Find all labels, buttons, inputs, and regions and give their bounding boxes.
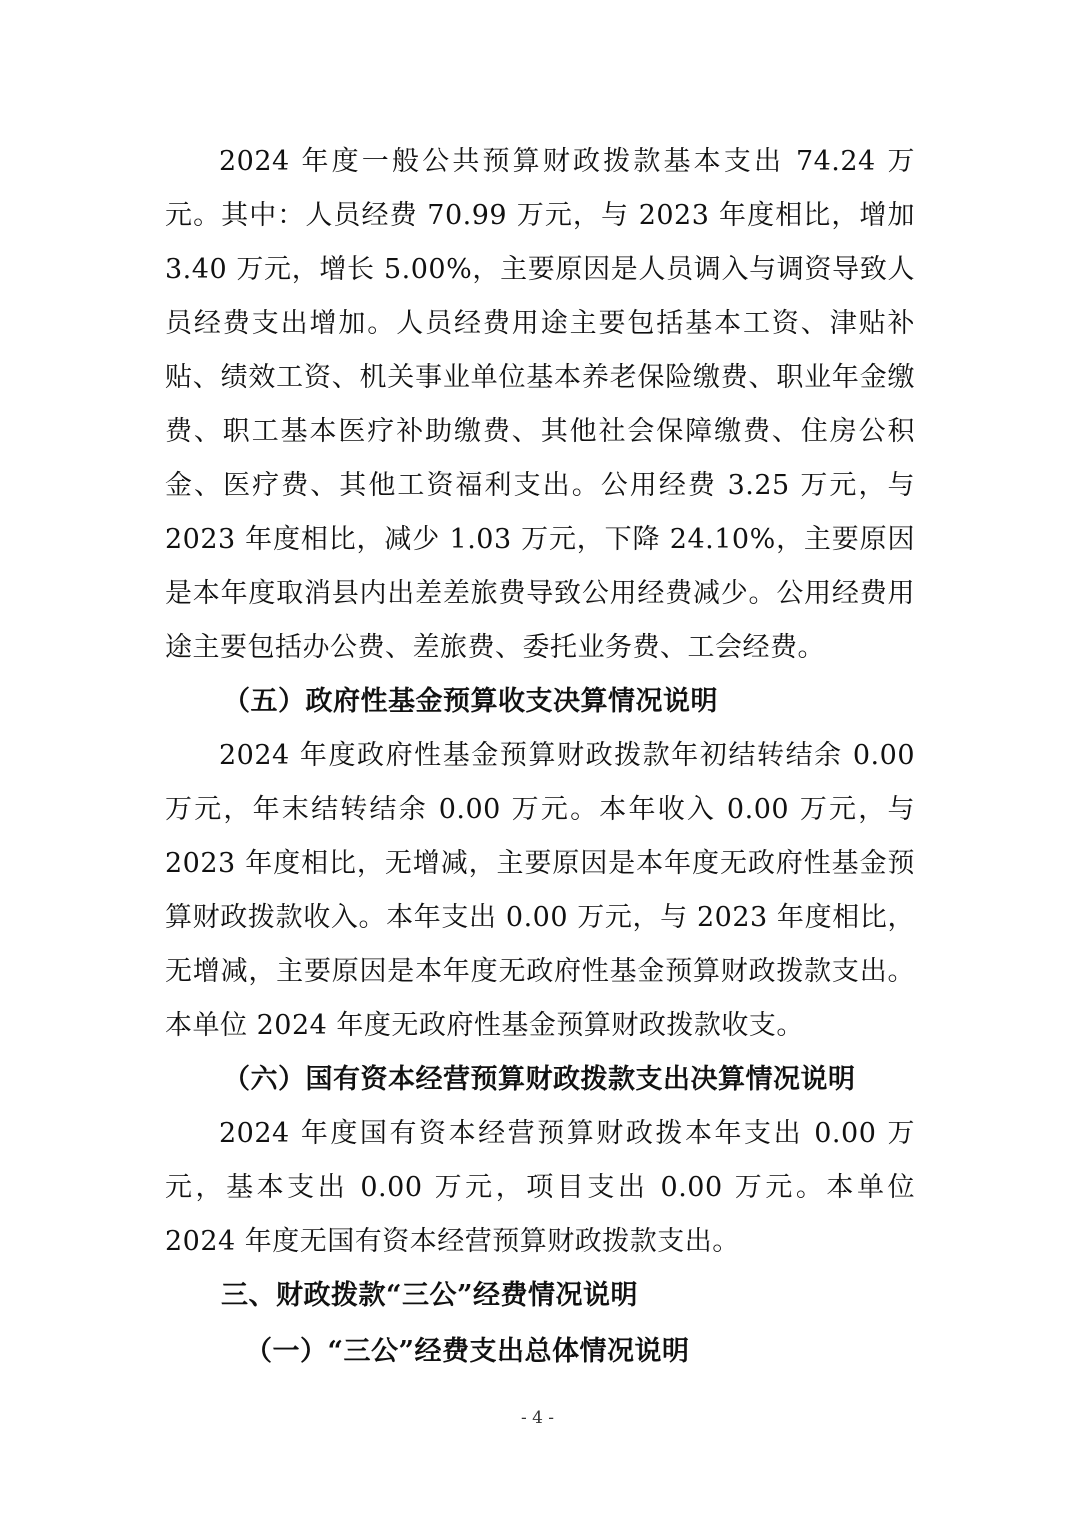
paragraph-government-fund-budget: 2024 年度政府性基金预算财政拨款年初结转结余 0.00 万元，年末结转结余 0.00 万元。本年收入 0.00 万元，与 2023 年度相比，无增减，主要原因是本年度无政府性基金预算财政拨款收入。本年支出 0.00 万元，与 2023 年度相比，无增减，主要原因是本年度无政府性基金预算财政拨款支出。本单位 2024 年度无政府性基金预算财政拨款收支。 bbox=[165, 740, 915, 1041]
heading-government-fund-budget: （五）政府性基金预算收支决算情况说明 bbox=[223, 686, 718, 717]
paragraph-state-capital-budget: 2024 年度国有资本经营预算财政拨本年支出 0.00 万元，基本支出 0.00 万元，项目支出 0.00 万元。本单位 2024 年度无国有资本经营预算财政拨款支出。 bbox=[165, 1118, 915, 1257]
heading-state-capital-budget: （六）国有资本经营预算财政拨款支出决算情况说明 bbox=[223, 1064, 856, 1095]
page-number: - 4 - bbox=[520, 1408, 555, 1428]
paragraph-basic-expenditure: 2024 年度一般公共预算财政拨款基本支出 74.24 万元。其中：人员经费 70.99 万元，与 2023 年度相比，增加 3.40 万元，增长 5.00%，主要原因是人员调入与调资导致人员经费支出增加。人员经费用途主要包括基本工资、津贴补贴、绩效工资、机关事业单位基本养老保险缴费、职业年金缴费、职工基本医疗补助缴费、其他社会保障缴费、住房公积金、医疗费、其他工资福利支出。公用经费 3.25 万元，与 2023 年度相比，减少 1.03 万元，下降 24.10%，主要原因是本年度取消县内出差差旅费导致公用经费减少。公用经费用途主要包括办公费、差旅费、委托业务费、工会经费。 bbox=[165, 146, 915, 663]
heading-three-public-expenses: 三、财政拨款“三公”经费情况说明 bbox=[221, 1280, 639, 1311]
document-body bbox=[165, 135, 915, 1379]
heading-three-public-overall: （一）“三公”经费支出总体情况说明 bbox=[245, 1336, 690, 1367]
